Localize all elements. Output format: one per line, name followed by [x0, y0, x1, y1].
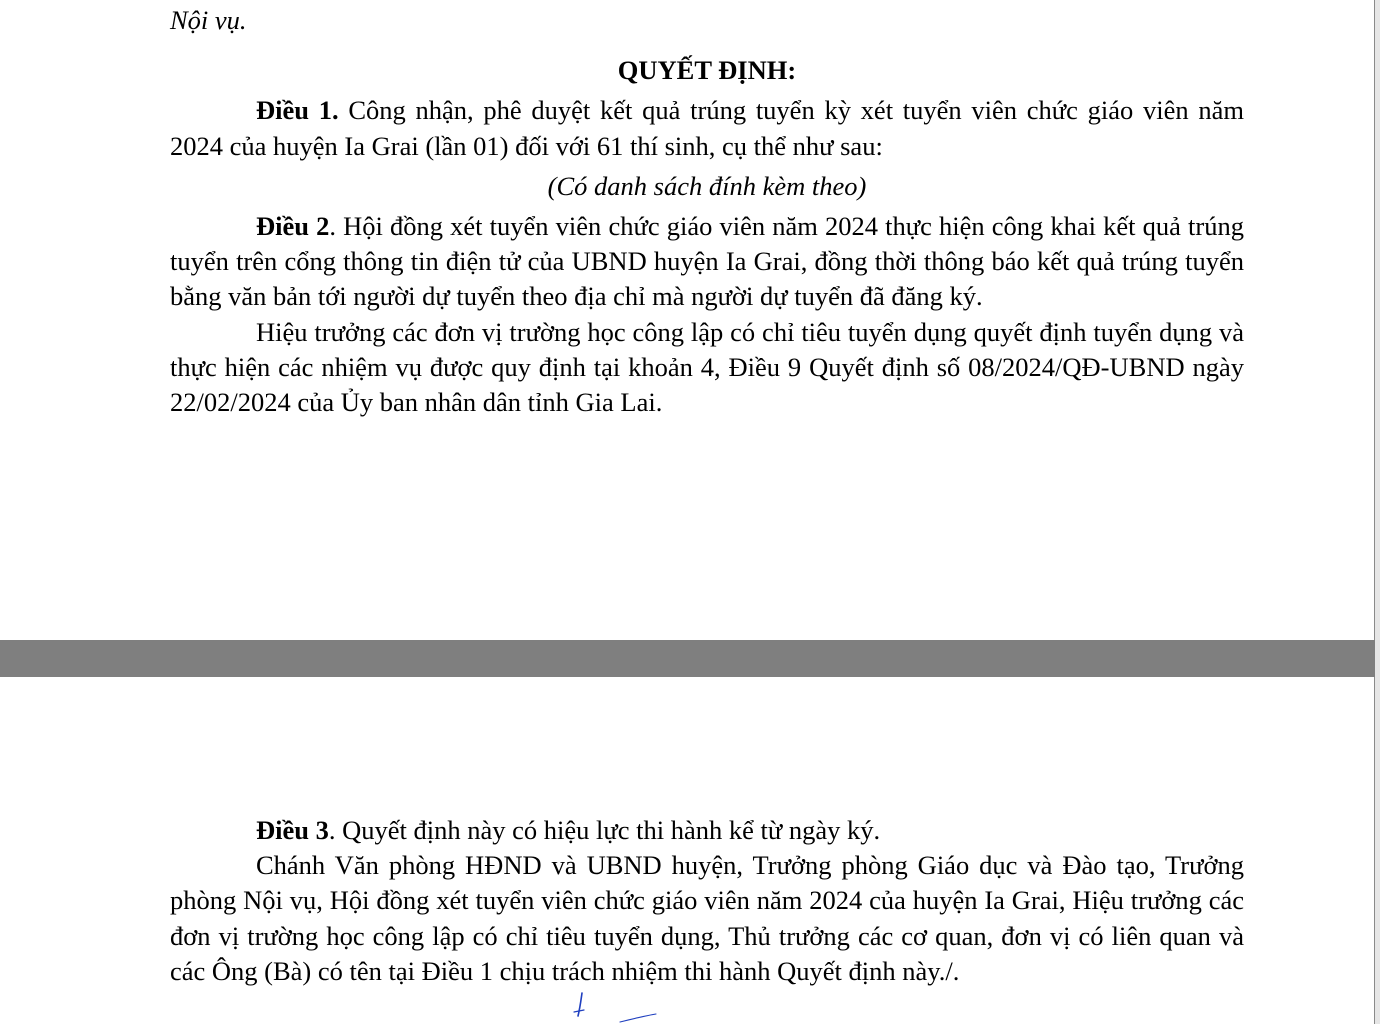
carried-over-line: Nội vụ.: [170, 5, 247, 35]
article-2-paragraph: [170, 209, 1244, 315]
page-separator: [0, 640, 1380, 677]
decision-title: QUYẾT ĐỊNH:: [617, 55, 797, 86]
attachment-note: (Có danh sách đính kèm theo): [547, 170, 867, 201]
page-2-body: [170, 813, 1244, 989]
article-3-paragraph: [170, 813, 1244, 848]
page-1-body: [170, 3, 1244, 420]
principals-paragraph: Hiệu trưởng các đơn vị trường học công lập có chỉ tiêu tuyển dụng quyết định tuyển dụng và thực hiện các nhiệm vụ được quy định tại khoản 4, Điều 9 Quyết định số 08/2024/QĐ-UBND ngày 22/02/2024 của Ủy ban nhân dân tỉnh Gia Lai.: [170, 316, 1244, 418]
article-2-text: . Hội đồng xét tuyển viên chức giáo viên năm 2024 thực hiện công khai kết quả trúng tuyển trên cổng thông tin điện tử của UBND huyện Ia Grai, đồng thời thông báo kết quả trúng tuyển bằng văn bản tới người dự tuyển theo địa chỉ mà người dự tuyển đã đăng ký.: [170, 211, 1244, 312]
article-1-paragraph: [170, 93, 1244, 163]
scroll-edge: [1375, 0, 1380, 1024]
document-page-2: [0, 677, 1375, 1024]
article-3-text: . Quyết định này có hiệu lực thi hành kể từ ngày ký.: [328, 815, 881, 845]
article-1-text: Công nhận, phê duyệt kết quả trúng tuyển kỳ xét tuyển viên chức giáo viên năm 2024 của huyện Ia Grai (lần 01) đối với 61 thí sinh, cụ thể như sau:: [170, 95, 1245, 161]
responsible-parties-paragraph: Chánh Văn phòng HĐND và UBND huyện, Trưởng phòng Giáo dục và Đào tạo, Trưởng phòng Nội vụ, Hội đồng xét tuyển viên chức giáo viên năm 2024 của huyện Ia Grai, Hiệu trưởng các đơn vị trường học công lập có chỉ tiêu tuyển dụng, Thủ trưởng các cơ quan, đơn vị có liên quan và các Ông (Bà) có tên tại Điều 1 chịu trách nhiệm thi hành Quyết định này./.: [170, 850, 1244, 986]
signature-mark-icon: [560, 984, 670, 1024]
article-3-label: Điều 3: [256, 815, 329, 845]
article-2-label: Điều 2: [256, 211, 330, 242]
article-1-label: Điều 1.: [256, 95, 339, 126]
